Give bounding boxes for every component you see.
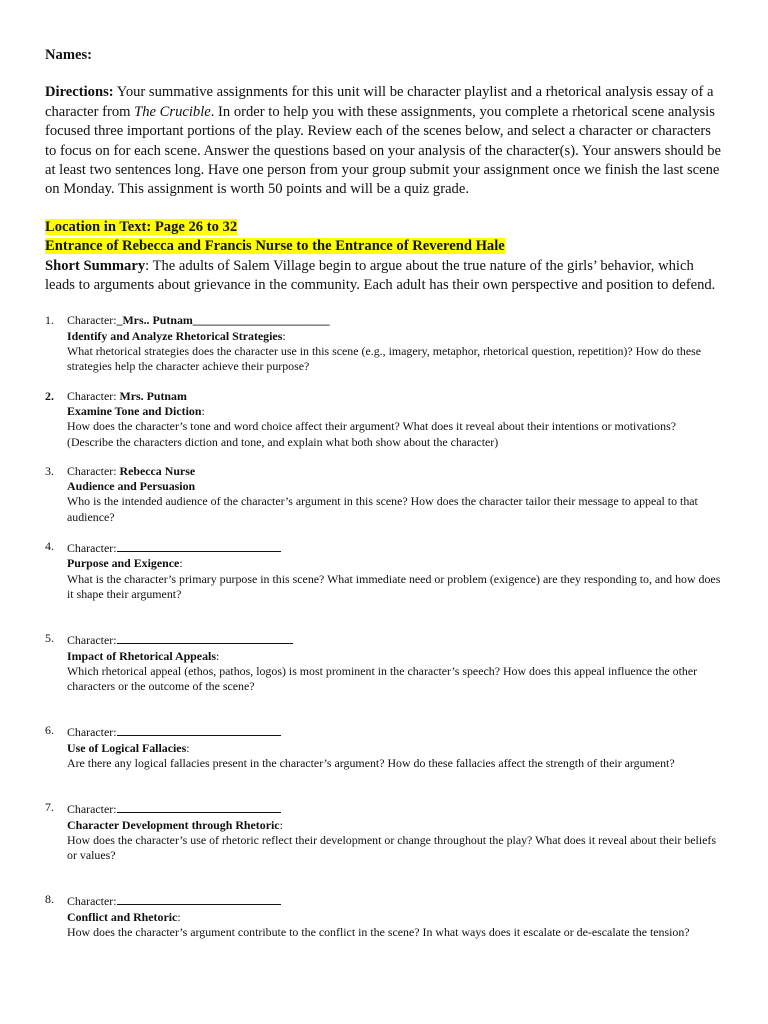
character-label: Character: xyxy=(67,463,120,478)
question-title: Examine Tone and Diction: xyxy=(67,403,205,418)
character-line xyxy=(67,464,725,479)
character-label: Character: xyxy=(67,388,120,403)
short-summary xyxy=(45,257,725,296)
question-text: How does the character’s tone and word choice affect their argument? What does it reveal about their intentions or motivations? (Describe the characters diction and tone, and explain what both show about the character) xyxy=(67,419,676,449)
question-number: 1. xyxy=(45,313,54,328)
question-number: 7. xyxy=(45,800,54,815)
question-item xyxy=(45,389,725,450)
character-line xyxy=(67,389,725,404)
summary-text: : The adults of Salem Village begin to argue about the true nature of the girls’ behavior, which leads to arguments about grievance in the community. Each adult has their own perspective and position to defend. xyxy=(45,257,716,294)
directions-paragraph xyxy=(45,83,725,199)
character-label: Character: xyxy=(67,725,117,740)
question-number: 2. xyxy=(45,388,54,403)
question-text: How does the character’s use of rhetoric reflect their development or change throughout the play? What does it reveal about their beliefs or values? xyxy=(67,832,717,863)
question-text: Which rhetorical appeal (ethos, pathos, logos) is most prominent in the character’s speech? How does this appeal influence the other characters or the outcome of the scene? xyxy=(67,663,698,694)
character-label: Character: xyxy=(67,802,117,817)
question-title: Identify and Analyze Rhetorical Strategies: xyxy=(67,328,286,343)
summary-label: Short Summary xyxy=(45,257,146,274)
question-text: How does the character’s argument contribute to the conflict in the scene? In what ways does it escalate or de-escalate the tension? xyxy=(67,925,690,940)
character-blank[interactable] xyxy=(117,539,281,552)
question-title: Character Development through Rhetoric: xyxy=(67,817,283,832)
character-value[interactable]: _Mrs.. Putnam_______________________ xyxy=(116,313,330,328)
document-page xyxy=(45,46,725,940)
character-line xyxy=(67,631,725,648)
question-list xyxy=(45,313,725,940)
question-title: Conflict and Rhetoric: xyxy=(67,909,181,924)
play-title: The Crucible xyxy=(134,103,211,120)
character-label: Character: xyxy=(67,313,117,328)
question-title: Audience and Persuasion xyxy=(67,479,196,494)
question-item xyxy=(45,539,725,602)
question-number: 3. xyxy=(45,463,54,478)
question-item xyxy=(45,631,725,694)
character-line xyxy=(67,723,725,740)
question-item xyxy=(45,892,725,940)
character-line xyxy=(67,892,725,909)
character-blank[interactable] xyxy=(117,631,293,644)
question-title: Impact of Rhetorical Appeals: xyxy=(67,648,220,663)
location-page-range: Location in Text: Page 26 to 32 xyxy=(45,218,238,235)
character-label: Character: xyxy=(67,894,117,909)
question-item xyxy=(45,464,725,525)
character-line xyxy=(67,539,725,556)
question-number: 8. xyxy=(45,892,54,907)
question-text: What rhetorical strategies does the character use in this scene (e.g., imagery, metaphor, rhetorical question, repetition)? How do these strategies help the character achieve their purpose? xyxy=(67,344,701,374)
character-line xyxy=(67,313,725,328)
question-text: Who is the intended audience of the character’s argument in this scene? How does the character tailor their message to appeal to that audience? xyxy=(67,494,698,524)
directions-label: Directions: xyxy=(45,84,114,101)
character-blank[interactable] xyxy=(117,892,281,905)
question-item xyxy=(45,723,725,771)
character-blank[interactable] xyxy=(117,723,281,736)
names-label: Names: xyxy=(45,47,93,63)
character-blank[interactable] xyxy=(117,800,281,813)
question-text: What is the character’s primary purpose in this scene? What immediate need or problem (exigence) are they responding to, and how does it shape their argument? xyxy=(67,571,721,601)
character-label: Character: xyxy=(67,541,117,556)
question-number: 5. xyxy=(45,631,54,646)
directions-text-2: . In order to help you with these assignments, you complete a rhetorical scene analysis focused three important portions of the play. Review each of the scenes below, and select a character or characters to focus on for each scene. Answer the questions based on your analysis of the character(s). Your answers should be at least two sentences long. Have one person from your group submit your assignment once we finish the last scene on Monday. This assignment is worth 50 points and will be a quiz grade. xyxy=(45,103,722,198)
question-text: Are there any logical fallacies present in the character’s argument? How do these fallacies affect the strength of their argument? xyxy=(67,756,675,770)
question-title: Purpose and Exigence: xyxy=(67,556,183,571)
directions-text-1: Your summative assignments for this unit will be character playlist and a rhetorical analysis essay of a character from xyxy=(45,84,714,120)
character-line xyxy=(67,800,725,817)
character-label: Character: xyxy=(67,633,117,648)
scene-range: Entrance of Rebecca and Francis Nurse to the Entrance of Reverend Hale xyxy=(45,238,505,255)
character-value[interactable]: Rebecca Nurse xyxy=(119,463,196,478)
question-item xyxy=(45,800,725,863)
question-number: 6. xyxy=(45,723,54,738)
question-title: Use of Logical Fallacies: xyxy=(67,740,190,755)
question-item xyxy=(45,313,725,374)
scene-range-line xyxy=(45,237,725,256)
character-value[interactable]: Mrs. Putnam xyxy=(119,388,187,403)
location-line xyxy=(45,218,725,237)
question-number: 4. xyxy=(45,539,54,554)
